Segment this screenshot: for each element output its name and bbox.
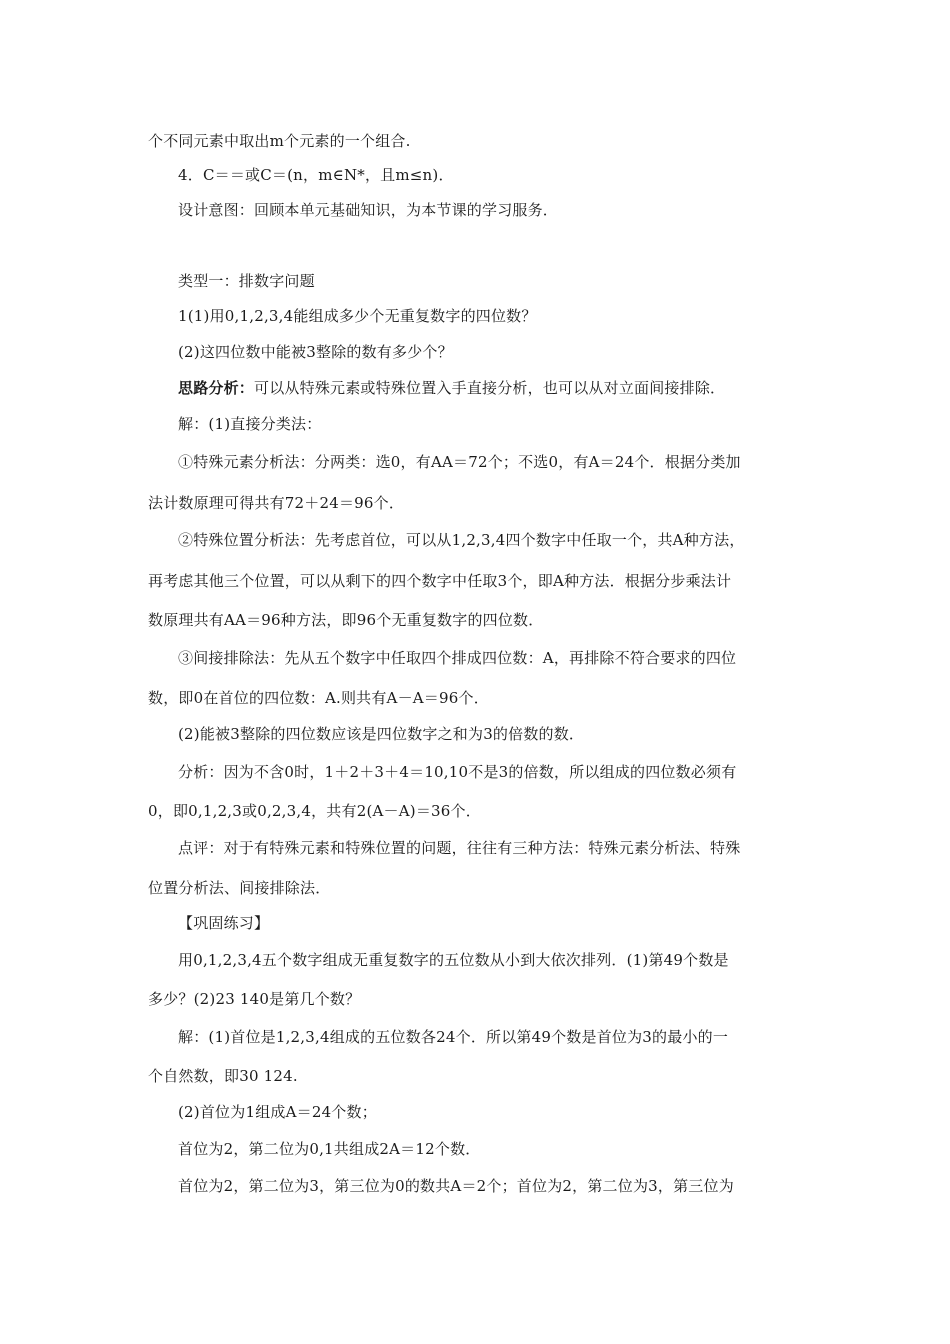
- text-line: 数，即0在首位的四位数：A.则共有A－A＝96个．: [148, 689, 489, 707]
- section-heading: 类型一：排数字问题: [178, 272, 315, 290]
- text-line: 点评：对于有特殊元素和特殊位置的问题，往往有三种方法：特殊元素分析法、特殊: [178, 839, 741, 857]
- analysis-label: 思路分析：: [178, 379, 255, 397]
- text-line: 0，即0,1,2,3或0,2,3,4，共有2(A－A)＝36个．: [148, 802, 481, 820]
- text-line: 首位为2，第二位为0,1共组成2A＝12个数．: [178, 1140, 481, 1158]
- section-heading: 【巩固练习】: [178, 914, 270, 932]
- text-line: ③间接排除法：先从五个数字中任取四个排成四位数：A，再排除不符合要求的四位: [178, 649, 737, 667]
- text-line: (2)能被3整除的四位数应该是四位数字之和为3的倍数的数．: [178, 725, 585, 743]
- analysis-text: 可以从特殊元素或特殊位置入手直接分析，也可以从对立面间接排除．: [254, 379, 726, 397]
- text-line: ②特殊位置分析法：先考虑首位，可以从1,2,3,4四个数字中任取一个，共A种方法，: [178, 531, 745, 549]
- text-line: (2)首位为1组成A＝24个数；: [178, 1103, 377, 1121]
- text-line: 首位为2，第二位为3，第三位为0的数共A＝2个；首位为2，第二位为3，第三位为: [178, 1177, 734, 1195]
- text-line: (2)这四位数中能被3整除的数有多少个？: [178, 343, 453, 361]
- text-line: ①特殊元素分析法：分两类：选0，有AA＝72个；不选0，有A＝24个．根据分类加: [178, 453, 741, 471]
- text-line: 再考虑其他三个位置，可以从剩下的四个数字中任取3个，即A种方法．根据分步乘法计: [148, 572, 732, 590]
- text-line: 分析：因为不含0时，1＋2＋3＋4＝10,10不是3的倍数，所以组成的四位数必须有: [178, 763, 737, 781]
- text-line: 个不同元素中取出m个元素的一个组合.: [148, 132, 411, 150]
- text-line: 多少？(2)23 140是第几个数？: [148, 990, 361, 1008]
- text-line: 设计意图：回顾本单元基础知识，为本节课的学习服务．: [178, 201, 559, 219]
- text-line: 4．C＝＝或C＝(n，m∈N*，且m≤n)．: [178, 166, 454, 184]
- text-line: 位置分析法、间接排除法．: [148, 879, 331, 897]
- text-line: 解：(1)首位是1,2,3,4组成的五位数各24个．所以第49个数是首位为3的最小的一: [178, 1028, 729, 1046]
- text-line: 数原理共有AA＝96种方法，即96个无重复数字的四位数．: [148, 611, 544, 629]
- text-line: [178, 378, 725, 398]
- text-line: 用0,1,2,3,4五个数字组成无重复数字的五位数从小到大依次排列．(1)第49个数是: [178, 951, 729, 969]
- text-line: 解：(1)直接分类法：: [178, 415, 322, 433]
- text-line: 个自然数，即30 124.: [148, 1067, 298, 1085]
- text-line: 法计数原理可得共有72＋24＝96个．: [148, 494, 405, 512]
- text-line: 1(1)用0,1,2,3,4能组成多少个无重复数字的四位数？: [178, 307, 537, 325]
